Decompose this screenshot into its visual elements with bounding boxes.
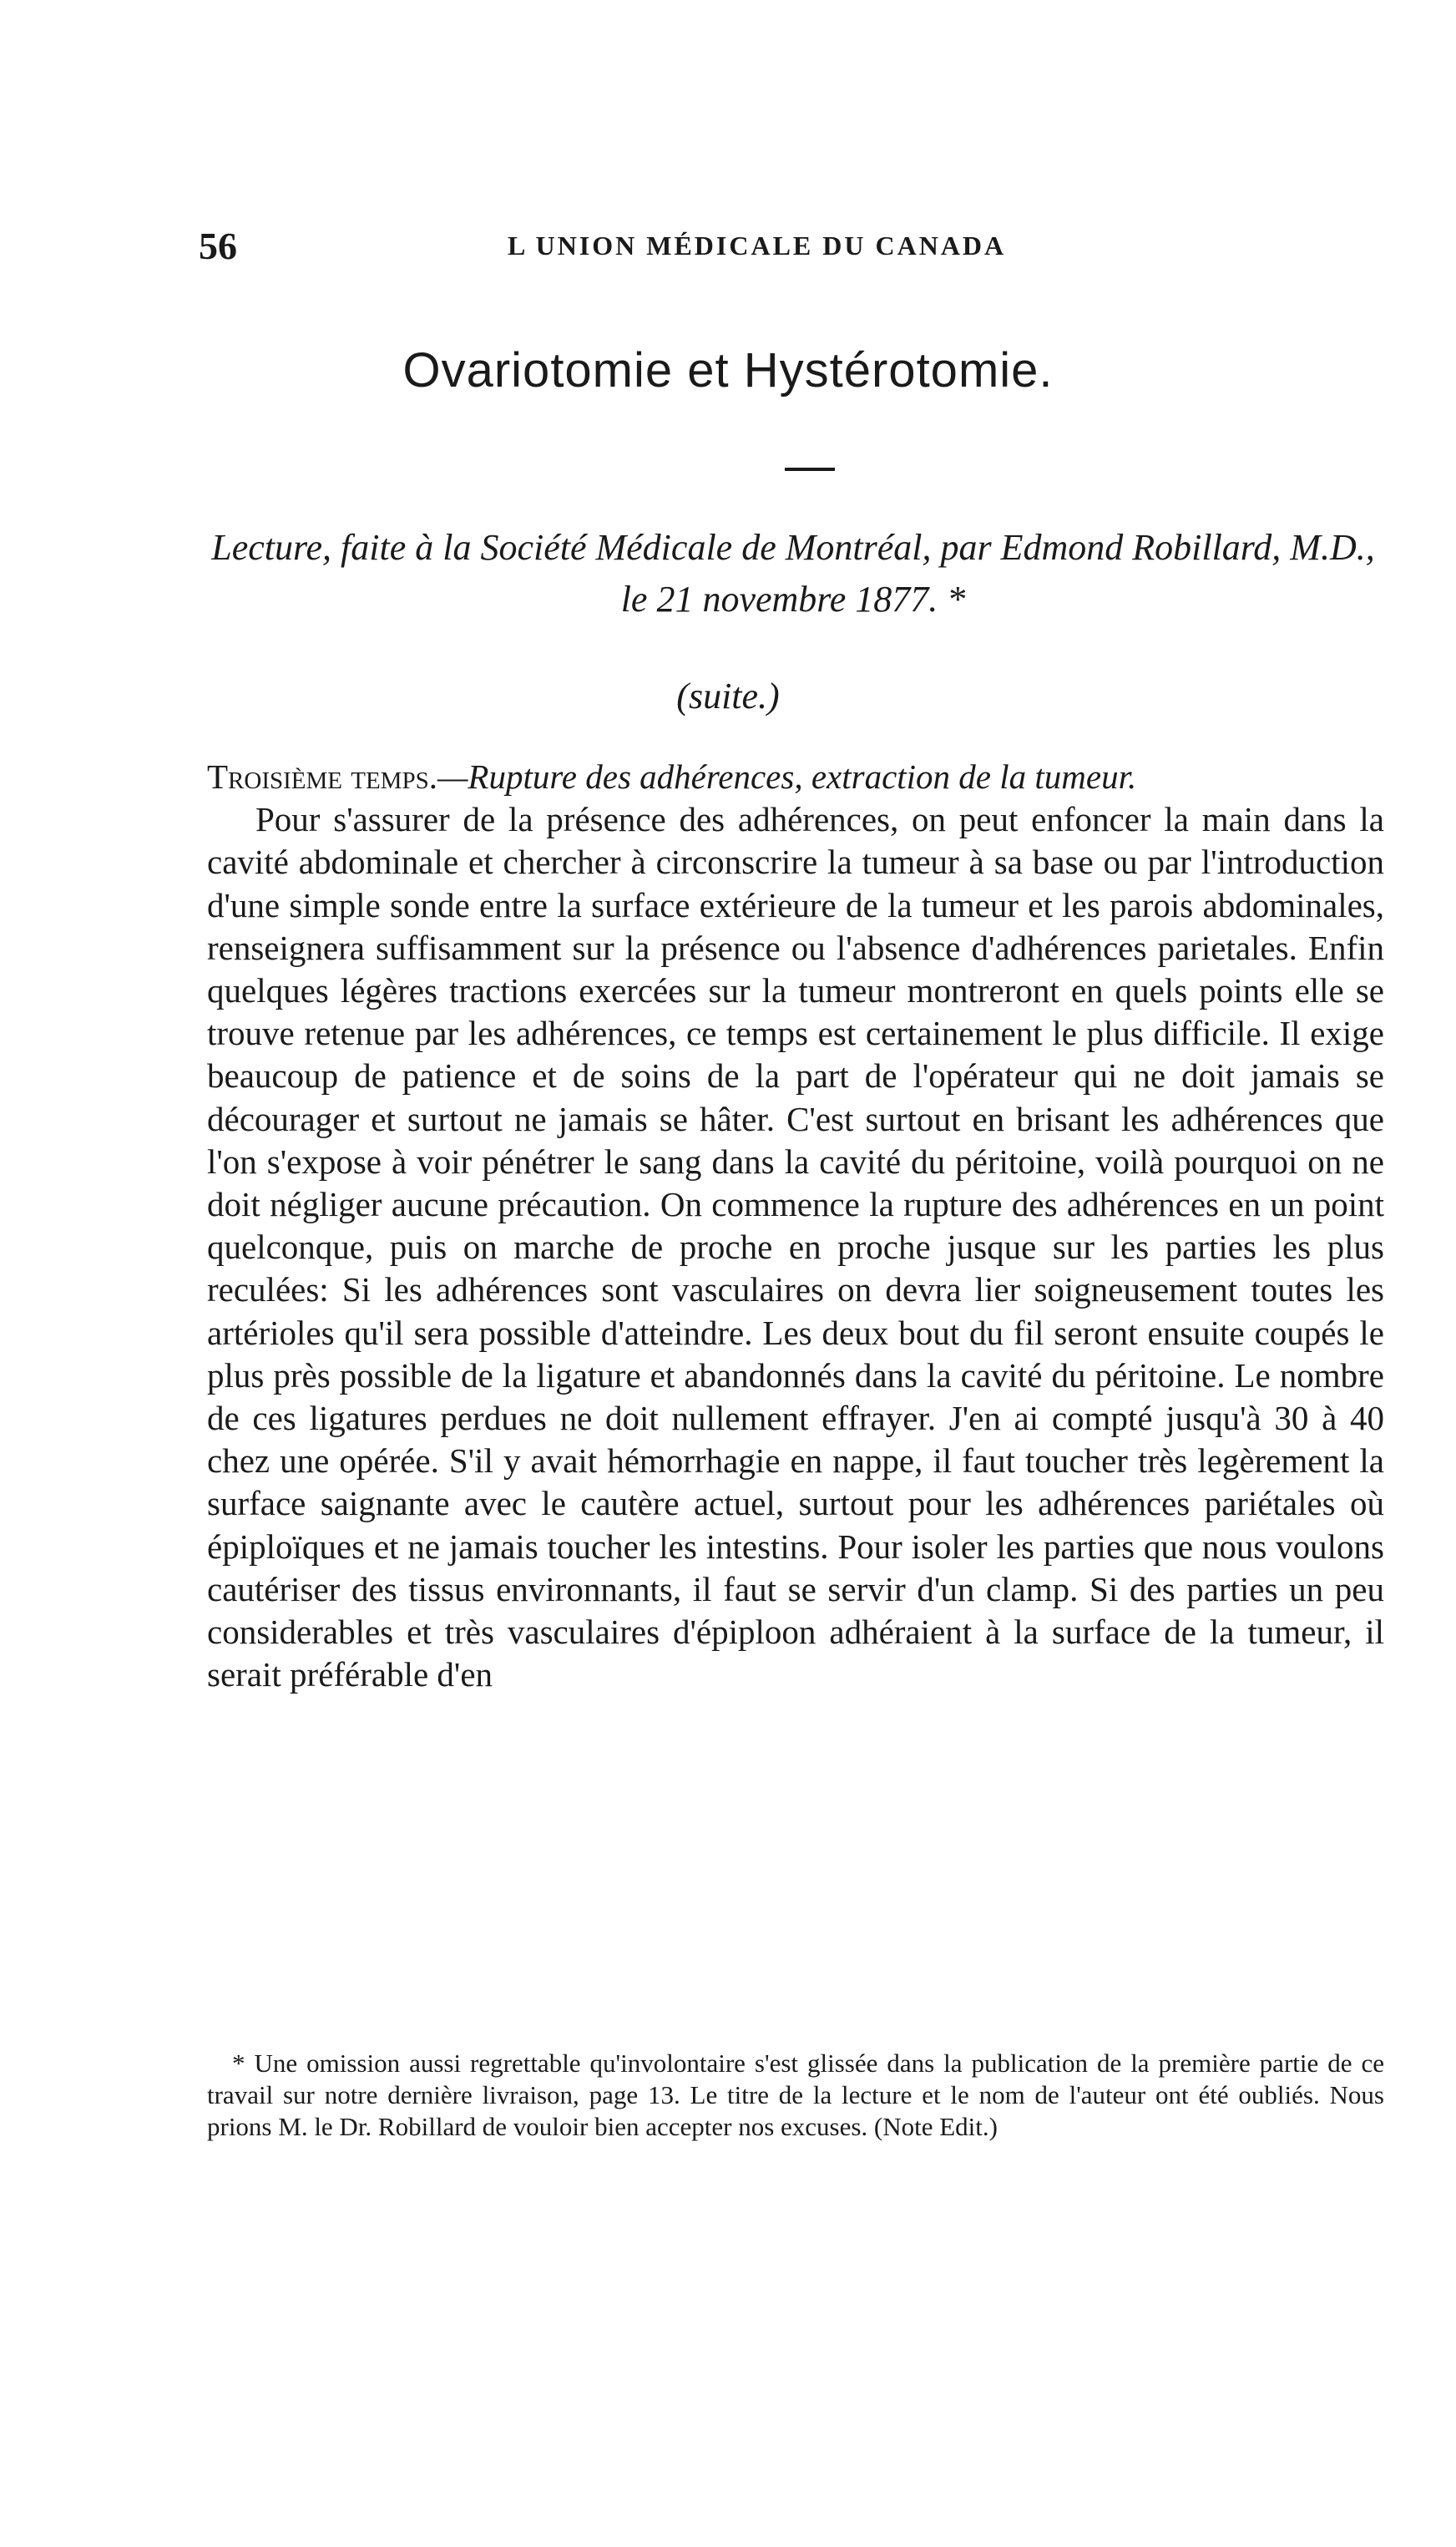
section-subtitle: —Rupture des adhérences, extraction de la tumeur. — [437, 757, 1137, 796]
body-paragraph: Pour s'assurer de la présence des adhérences, on peut enfoncer la main dans la cavité abdominale et chercher à circonscrire la tumeur à sa base ou par l'introduction d'une simple sonde entre la surface extérieure de la tumeur et les parois abdominales, renseignera suffisamment sur la présence ou l'absence d'adhérences parietales. Enfin quelques légères tractions exercées sur la tumeur montreront en quels points elle se trouve retenue par les adhérences, ce temps est certainement le plus difficile. Il exige beaucoup de patience et de soins de la part de l'opérateur qui ne doit jamais se décourager et surtout ne jamais se hâter. C'est surtout en brisant les adhérences que l'on s'expose à voir pénétrer le sang dans la cavité du péritoine, voilà pourquoi on ne doit négliger aucune précaution. On commence la rupture des adhérences en un point quelconque, puis on marche de proche en proche jusque sur les parties les plus reculées: Si les adhérences sont vasculaires on devra lier soigneusement toutes les artérioles qu'il sera possible d'atteindre. Les deux bout du fil seront ensuite coupés le plus près possible de la ligature et abandonnés dans la cavité du péritoine. Le nombre de ces ligatures perdues ne doit nullement effrayer. J'en ai compté jusqu'à 30 à 40 chez une opérée. S'il y avait hémorrhagie en nappe, il faut toucher très legèrement la surface saignante avec le cautère actuel, surtout pour les adhérences pariétales où épiploïques et ne jamais toucher les intestins. Pour isoler les parties que nous voulons cautériser des tissus environnants, il faut se servir d'un clamp. Si des parties un peu considerables et très vasculaires d'épiploon adhéraient à la surface de la tumeur, il serait préférable d'en — [207, 800, 1384, 1694]
journal-title: L UNION MÉDICALE DU CANADA — [508, 230, 1007, 261]
section-heading: Troisième temps. — [207, 757, 437, 796]
article-body — [207, 756, 1384, 1696]
footnote-text: * Une omission aussi regrettable qu'involontaire s'est glissée dans la publication de la première partie de ce travail sur notre dernière livraison, page 13. Le titre de la lecture et le nom de l'auteur ont été oubliés. Nous prions M. le Dr. Robillard de vouloir bien accepter nos excuses. (Note Edit.) — [207, 2048, 1384, 2141]
article-byline: Lecture, faite à la Société Médicale de Montréal, par Edmond Robillard, M.D., le 21 novembre 1877. * — [211, 527, 1375, 620]
title-divider — [785, 468, 835, 471]
continuation-note: (suite.) — [676, 676, 780, 717]
running-header — [199, 224, 1384, 274]
page-number: 56 — [199, 225, 237, 267]
article-title: Ovariotomie et Hystérotomie. — [402, 343, 1054, 397]
footnote — [207, 2048, 1384, 2143]
section-heading-line — [207, 756, 1384, 798]
